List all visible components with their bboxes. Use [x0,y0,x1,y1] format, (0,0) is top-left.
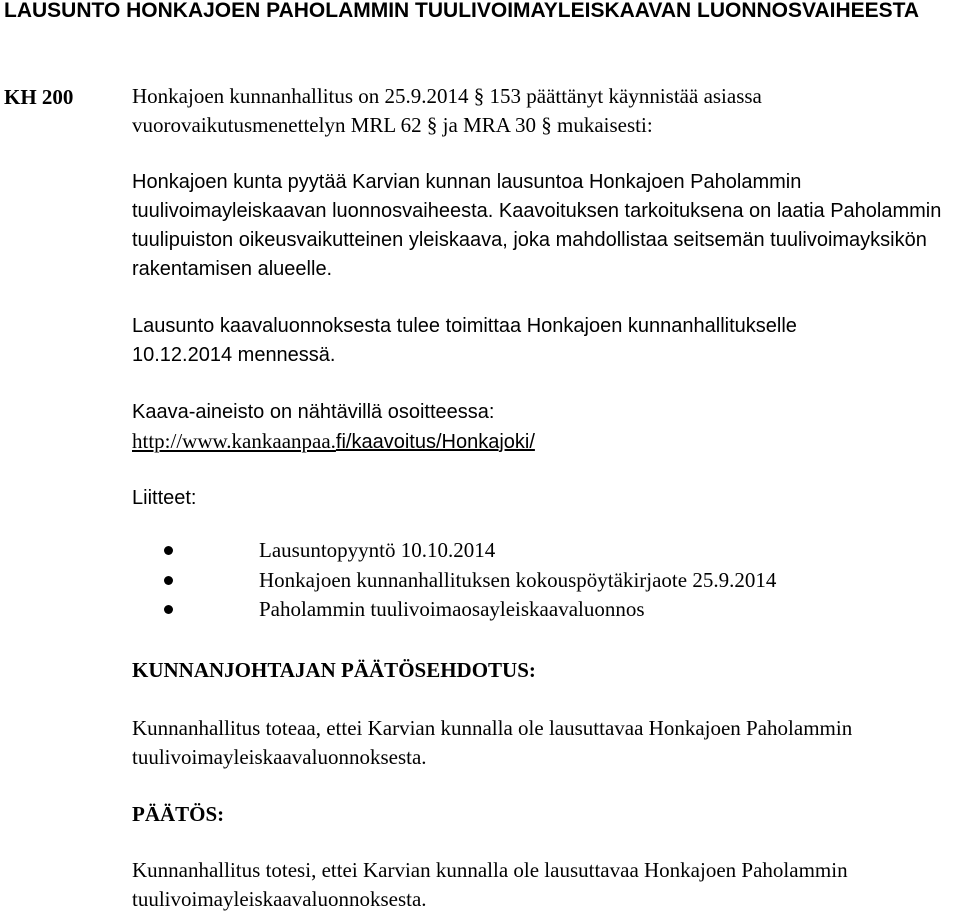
document-title: LAUSUNTO HONKAJOEN PAHOLAMMIN TUULIVOIMAYLEISKAAVAN LUONNOSVAIHEESTA [4,0,920,22]
section-number: KH 200 [4,85,74,109]
bullet-icon [164,605,173,614]
material-paragraph [132,398,960,457]
attachment-text: Lausuntopyyntö 10.10.2014 [259,538,496,562]
material-link[interactable] [132,427,960,457]
list-item [0,536,960,566]
deadline-date: 10.12.2014 mennessä. [132,344,336,366]
bullet-icon [164,576,173,585]
link-prefix[interactable]: http://www.kankaanpaa. [132,429,336,453]
list-item [0,566,960,596]
attachment-text: Honkajoen kunnanhallituksen kokouspöytäkirjaote 25.9.2014 [259,567,777,592]
decision-text: Kunnanhallitus totesi, ettei Karvian kunnalla ole lausuttavaa Honkajoen Paholammin tuulivoimayleiskaavaluonnoksesta. [132,858,848,911]
deadline-paragraph [132,312,960,370]
request-paragraph: Honkajoen kunta pyytää Karvian kunnan lausuntoa Honkajoen Paholammin tuulivoimayleiskaavan luonnosvaiheesta. Kaavoituksen tarkoituksena on laatia Paholammin tuulipuiston oikeusvaikutteinen yleiskaava, joka mahdollistaa seitsemän tuulivoimayksikön rakentamisen alueelle. [132,171,942,280]
material-text: Kaava-aineisto on nähtävillä osoitteessa: [132,401,495,423]
attachments-label: Liitteet: [132,487,197,509]
intro-paragraph: Honkajoen kunnanhallitus on 25.9.2014 § 153 päättänyt käynnistää asiassa vuorovaikutusmenettelyn MRL 62 § ja MRA 30 § mukaisesti: [132,84,762,137]
attachment-text: Paholammin tuulivoimaosayleiskaavaluonnos [259,597,645,621]
deadline-text: Lausunto kaavaluonnoksesta tulee toimittaa Honkajoen kunnanhallitukselle [132,315,797,337]
bullet-icon [164,546,173,555]
link-suffix[interactable]: fi/kaavoitus/Honkajoki/ [335,431,535,453]
proposal-heading: KUNNANJOHTAJAN PÄÄTÖSEHDOTUS: [132,658,536,682]
decision-heading: PÄÄTÖS: [132,802,225,826]
attachments-list [0,536,960,625]
proposal-text: Kunnanhallitus toteaa, ettei Karvian kunnalla ole lausuttavaa Honkajoen Paholammin tuulivoimayleiskaavaluonnoksesta. [132,716,853,769]
list-item [0,595,960,625]
